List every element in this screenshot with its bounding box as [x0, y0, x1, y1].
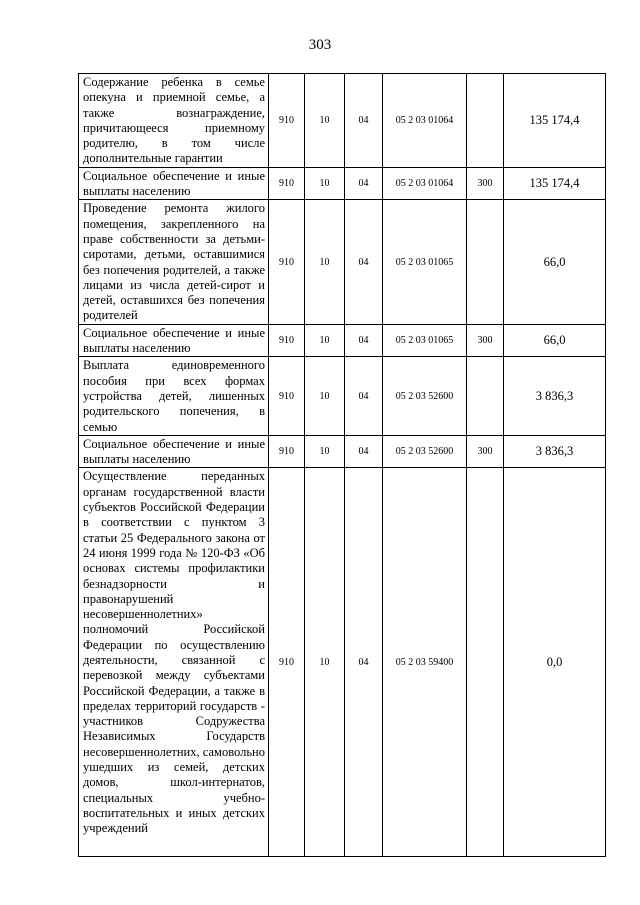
amount: 3 836,3 [504, 357, 606, 435]
section-code: 10 [305, 468, 345, 857]
subsection-code: 04 [345, 435, 383, 468]
amount: 66,0 [504, 200, 606, 324]
section-code: 10 [305, 435, 345, 468]
expense-type-code: 300 [467, 324, 504, 357]
grbs-code: 910 [269, 468, 305, 857]
subsection-code: 04 [345, 74, 383, 168]
grbs-code: 910 [269, 324, 305, 357]
table-row [79, 167, 606, 200]
target-article-code: 05 2 03 01065 [383, 200, 467, 324]
row-name: Проведение ремонта жилого помещения, закрепленного на праве собственности за детьми-сиротами, детьми, оставшимися без попечения родителей, а также лицами из числа детей-сирот и детей, оставшихся без попечения родителей [79, 200, 269, 324]
expense-type-code [467, 200, 504, 324]
budget-table [78, 73, 606, 857]
table-row [79, 200, 606, 324]
subsection-code: 04 [345, 167, 383, 200]
grbs-code: 910 [269, 435, 305, 468]
table-row [79, 357, 606, 435]
expense-type-code: 300 [467, 167, 504, 200]
row-name: Социальное обеспечение и иные выплаты населению [79, 435, 269, 468]
expense-type-code: 300 [467, 435, 504, 468]
subsection-code: 04 [345, 357, 383, 435]
section-code: 10 [305, 200, 345, 324]
row-name: Социальное обеспечение и иные выплаты населению [79, 167, 269, 200]
row-name: Осуществление переданных органам государственной власти субъектов Российской Федерации в соответствии с пунктом 3 статьи 25 Федерального закона от 24 июня 1999 года № 120-ФЗ «Об основах системы профилактики безнадзорности и правонарушений несовершеннолетних» полномочий Российской Федерации по осуществлению деятельности, связанной с перевозкой между субъектами Российской Федерации, а также в пределах территорий государств - участников Содружества Независимых Государств несовершеннолетних, самовольно ушедших из семей, детских домов, школ-интернатов, специальных учебно-воспитательных и иных детских учреждений [79, 468, 269, 857]
row-name: Выплата единовременного пособия при всех формах устройства детей, лишенных родительского попечения, в семью [79, 357, 269, 435]
target-article-code: 05 2 03 01064 [383, 167, 467, 200]
section-code: 10 [305, 167, 345, 200]
subsection-code: 04 [345, 468, 383, 857]
subsection-code: 04 [345, 200, 383, 324]
amount: 3 836,3 [504, 435, 606, 468]
expense-type-code [467, 74, 504, 168]
grbs-code: 910 [269, 167, 305, 200]
section-code: 10 [305, 324, 345, 357]
section-code: 10 [305, 357, 345, 435]
page-number: 303 [308, 37, 332, 53]
table-row [79, 324, 606, 357]
grbs-code: 910 [269, 74, 305, 168]
grbs-code: 910 [269, 200, 305, 324]
section-code: 10 [305, 74, 345, 168]
target-article-code: 05 2 03 01065 [383, 324, 467, 357]
table-row [79, 468, 606, 857]
amount: 135 174,4 [504, 167, 606, 200]
expense-type-code [467, 357, 504, 435]
table-row [79, 435, 606, 468]
row-name: Социальное обеспечение и иные выплаты населению [79, 324, 269, 357]
grbs-code: 910 [269, 357, 305, 435]
target-article-code: 05 2 03 01064 [383, 74, 467, 168]
expense-type-code [467, 468, 504, 857]
target-article-code: 05 2 03 52600 [383, 357, 467, 435]
amount: 135 174,4 [504, 74, 606, 168]
table-row [79, 74, 606, 168]
target-article-code: 05 2 03 59400 [383, 468, 467, 857]
amount: 66,0 [504, 324, 606, 357]
target-article-code: 05 2 03 52600 [383, 435, 467, 468]
row-name: Содержание ребенка в семье опекуна и приемной семье, а также вознаграждение, причитающееся приемному родителю, в том числе дополнительные гарантии [79, 74, 269, 168]
subsection-code: 04 [345, 324, 383, 357]
amount: 0,0 [504, 468, 606, 857]
